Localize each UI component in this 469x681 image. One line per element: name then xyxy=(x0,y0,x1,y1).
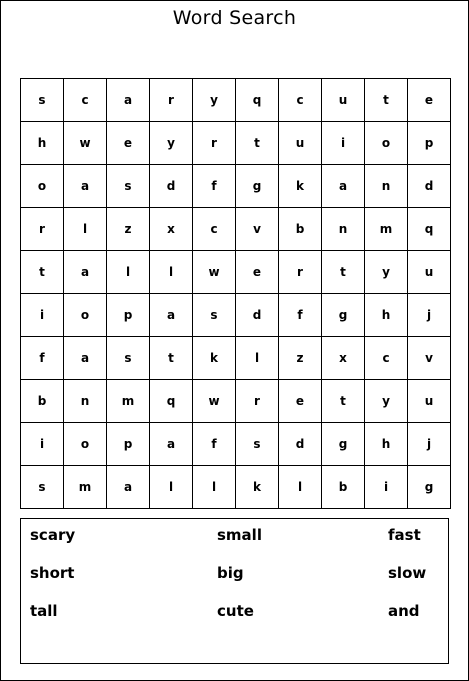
grid-cell[interactable]: d xyxy=(150,165,193,208)
word-list-item: small xyxy=(217,526,262,544)
grid-cell[interactable]: r xyxy=(236,380,279,423)
grid-cell[interactable]: z xyxy=(107,208,150,251)
grid-cell[interactable]: e xyxy=(107,122,150,165)
grid-cell[interactable]: g xyxy=(236,165,279,208)
letter-grid xyxy=(20,78,451,509)
grid-cell[interactable]: v xyxy=(408,337,451,380)
grid-cell[interactable]: t xyxy=(150,337,193,380)
grid-row xyxy=(21,380,451,423)
grid-cell[interactable]: a xyxy=(64,165,107,208)
grid-cell[interactable]: e xyxy=(279,380,322,423)
grid-cell[interactable]: o xyxy=(365,122,408,165)
grid-cell[interactable]: k xyxy=(236,466,279,509)
word-list-box xyxy=(20,518,449,664)
grid-cell[interactable]: u xyxy=(322,79,365,122)
grid-cell[interactable]: i xyxy=(21,423,64,466)
word-list-item: scary xyxy=(30,526,76,544)
grid-cell[interactable]: r xyxy=(150,79,193,122)
grid-cell[interactable]: a xyxy=(107,466,150,509)
grid-cell[interactable]: n xyxy=(64,380,107,423)
grid-row xyxy=(21,337,451,380)
grid-cell[interactable]: w xyxy=(193,251,236,294)
grid-cell[interactable]: y xyxy=(365,380,408,423)
grid-cell[interactable]: f xyxy=(279,294,322,337)
grid-cell[interactable]: d xyxy=(408,165,451,208)
grid-cell[interactable]: q xyxy=(408,208,451,251)
grid-row xyxy=(21,423,451,466)
grid-cell[interactable]: r xyxy=(193,122,236,165)
grid-row xyxy=(21,79,451,122)
grid-cell[interactable]: p xyxy=(408,122,451,165)
grid-cell[interactable]: o xyxy=(21,165,64,208)
grid-cell[interactable]: d xyxy=(236,294,279,337)
grid-cell[interactable]: t xyxy=(21,251,64,294)
grid-cell[interactable]: p xyxy=(107,423,150,466)
grid-cell[interactable]: c xyxy=(193,208,236,251)
grid-cell[interactable]: u xyxy=(279,122,322,165)
grid-cell[interactable]: y xyxy=(193,79,236,122)
grid-cell[interactable]: o xyxy=(64,294,107,337)
word-list-item: cute xyxy=(217,602,254,620)
grid-row xyxy=(21,122,451,165)
grid-cell[interactable]: h xyxy=(365,294,408,337)
word-list-item: big xyxy=(217,564,244,582)
grid-cell[interactable]: q xyxy=(236,79,279,122)
grid-cell[interactable]: h xyxy=(365,423,408,466)
grid-cell[interactable]: b xyxy=(21,380,64,423)
grid-row xyxy=(21,466,451,509)
grid-cell[interactable]: g xyxy=(408,466,451,509)
grid-cell[interactable]: j xyxy=(408,294,451,337)
grid-row xyxy=(21,294,451,337)
grid-cell[interactable]: s xyxy=(236,423,279,466)
grid-cell[interactable]: n xyxy=(322,208,365,251)
grid-cell[interactable]: x xyxy=(322,337,365,380)
grid-cell[interactable]: i xyxy=(365,466,408,509)
grid-cell[interactable]: h xyxy=(21,122,64,165)
grid-cell[interactable]: g xyxy=(322,294,365,337)
grid-cell[interactable]: i xyxy=(21,294,64,337)
grid-cell[interactable]: r xyxy=(21,208,64,251)
grid-cell[interactable]: k xyxy=(193,337,236,380)
grid-cell[interactable]: z xyxy=(279,337,322,380)
grid-cell[interactable]: a xyxy=(150,423,193,466)
grid-cell[interactable]: w xyxy=(64,122,107,165)
word-list-item: short xyxy=(30,564,75,582)
grid-cell[interactable]: f xyxy=(193,423,236,466)
grid-cell[interactable]: i xyxy=(322,122,365,165)
grid-cell[interactable]: k xyxy=(279,165,322,208)
grid-cell[interactable]: b xyxy=(279,208,322,251)
grid-cell[interactable]: a xyxy=(64,337,107,380)
word-list-item: fast xyxy=(388,526,421,544)
grid-cell[interactable]: s xyxy=(193,294,236,337)
grid-cell[interactable]: b xyxy=(322,466,365,509)
grid-cell[interactable]: p xyxy=(107,294,150,337)
grid-cell[interactable]: a xyxy=(107,79,150,122)
grid-cell[interactable]: r xyxy=(279,251,322,294)
grid-cell[interactable]: o xyxy=(64,423,107,466)
grid-cell[interactable]: e xyxy=(236,251,279,294)
grid-cell[interactable]: t xyxy=(236,122,279,165)
grid-row xyxy=(21,208,451,251)
grid-cell[interactable]: w xyxy=(193,380,236,423)
grid-cell[interactable]: s xyxy=(107,337,150,380)
grid-cell[interactable]: s xyxy=(107,165,150,208)
grid-row xyxy=(21,251,451,294)
grid-cell[interactable]: u xyxy=(408,380,451,423)
grid-cell[interactable]: l xyxy=(64,208,107,251)
grid-cell[interactable]: y xyxy=(365,251,408,294)
grid-cell[interactable]: x xyxy=(150,208,193,251)
word-list-item: tall xyxy=(30,602,58,620)
grid-row xyxy=(21,165,451,208)
grid-cell[interactable]: t xyxy=(365,79,408,122)
grid-cell[interactable]: l xyxy=(236,337,279,380)
grid-cell[interactable]: l xyxy=(193,466,236,509)
grid-cell[interactable]: a xyxy=(322,165,365,208)
grid-cell[interactable]: l xyxy=(279,466,322,509)
grid-cell[interactable]: u xyxy=(408,251,451,294)
grid-cell[interactable]: v xyxy=(236,208,279,251)
grid-cell[interactable]: s xyxy=(21,79,64,122)
grid-cell[interactable]: a xyxy=(150,294,193,337)
grid-cell[interactable]: t xyxy=(322,251,365,294)
grid-cell[interactable]: j xyxy=(408,423,451,466)
page-title: Word Search xyxy=(172,7,297,29)
grid-cell[interactable]: l xyxy=(107,251,150,294)
grid-cell[interactable]: t xyxy=(322,380,365,423)
grid-cell[interactable]: m xyxy=(107,380,150,423)
grid-cell[interactable]: c xyxy=(64,79,107,122)
grid-cell[interactable]: a xyxy=(64,251,107,294)
word-list-item: slow xyxy=(388,564,427,582)
grid-cell[interactable]: m xyxy=(365,208,408,251)
grid-cell[interactable]: l xyxy=(150,466,193,509)
grid-cell[interactable]: n xyxy=(365,165,408,208)
word-list-item: and xyxy=(388,602,420,620)
grid-cell[interactable]: l xyxy=(150,251,193,294)
grid-cell[interactable]: c xyxy=(365,337,408,380)
grid-cell[interactable]: q xyxy=(150,380,193,423)
grid-cell[interactable]: f xyxy=(193,165,236,208)
grid-cell[interactable]: s xyxy=(21,466,64,509)
grid-cell[interactable]: g xyxy=(322,423,365,466)
grid-cell[interactable]: c xyxy=(279,79,322,122)
grid-cell[interactable]: f xyxy=(21,337,64,380)
grid-cell[interactable]: y xyxy=(150,122,193,165)
grid-cell[interactable]: m xyxy=(64,466,107,509)
grid-cell[interactable]: d xyxy=(279,423,322,466)
grid-cell[interactable]: e xyxy=(408,79,451,122)
